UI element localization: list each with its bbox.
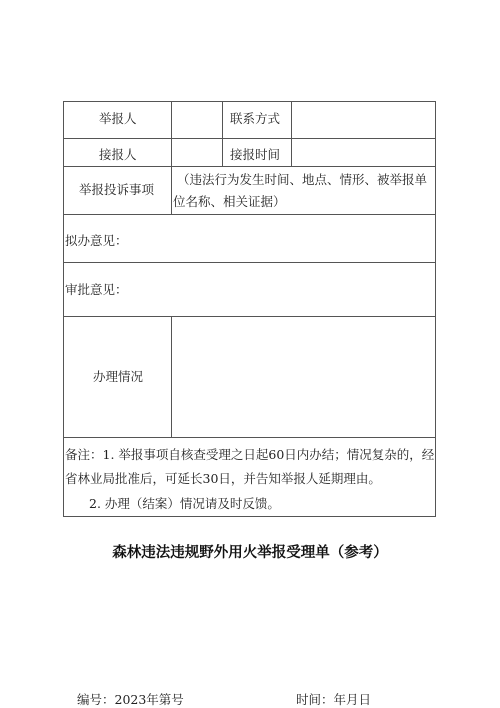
column-divider <box>171 101 172 214</box>
approval-opinion-field[interactable] <box>133 265 433 314</box>
proposed-opinion-field[interactable] <box>133 217 433 260</box>
reporter-value-cell[interactable] <box>173 103 220 136</box>
proposed-opinion-label: 拟办意见： <box>65 233 128 248</box>
handling-status-field[interactable] <box>173 319 433 435</box>
column-divider <box>291 101 292 166</box>
column-divider <box>222 101 223 166</box>
receive-time-label: 接报时间 <box>230 147 281 162</box>
receiver-value-cell[interactable] <box>173 140 220 164</box>
handling-status-label: 办理情况 <box>93 369 144 384</box>
table-border-top <box>63 101 436 102</box>
complaint-matter-hint-line1: （违法行为发生时间、地点、情形、被举报单 <box>177 172 428 187</box>
row-divider <box>63 316 436 317</box>
table-border-left <box>63 101 64 516</box>
notes-line-1: 备注：1. 举报事项自核查受理之日起60日内办结；情况复杂的，经 <box>65 447 435 462</box>
table-border-bottom <box>63 516 436 517</box>
table-border-right <box>435 101 436 516</box>
serial-number: 编号：2023年第号 <box>77 692 184 707</box>
row-divider <box>63 138 436 139</box>
complaint-matter-label: 举报投诉事项 <box>79 182 155 197</box>
notes-line-2: 省林业局批准后，可延长30日，并告知举报人延期理由。 <box>65 471 381 486</box>
contact-label: 联系方式 <box>230 111 281 126</box>
complaint-matter-hint-line2: 位名称、相关证据） <box>173 194 286 209</box>
column-divider <box>171 316 172 437</box>
row-divider <box>63 262 436 263</box>
notes-line-3: 2. 办理（结案）情况请及时反馈。 <box>89 496 280 511</box>
date-field: 时间：年月日 <box>296 692 372 707</box>
row-divider <box>63 166 436 167</box>
approval-opinion-label: 审批意见： <box>65 282 128 297</box>
reporter-label: 举报人 <box>99 111 137 126</box>
report-form-table <box>63 101 436 516</box>
receiver-label: 接报人 <box>99 147 137 162</box>
row-divider <box>63 214 436 215</box>
document-title: 森林违法违规野外用火举报受理单（参考） <box>112 545 388 561</box>
contact-value-cell[interactable] <box>293 103 433 136</box>
receive-time-value-cell[interactable] <box>293 140 433 164</box>
row-divider <box>63 437 436 438</box>
